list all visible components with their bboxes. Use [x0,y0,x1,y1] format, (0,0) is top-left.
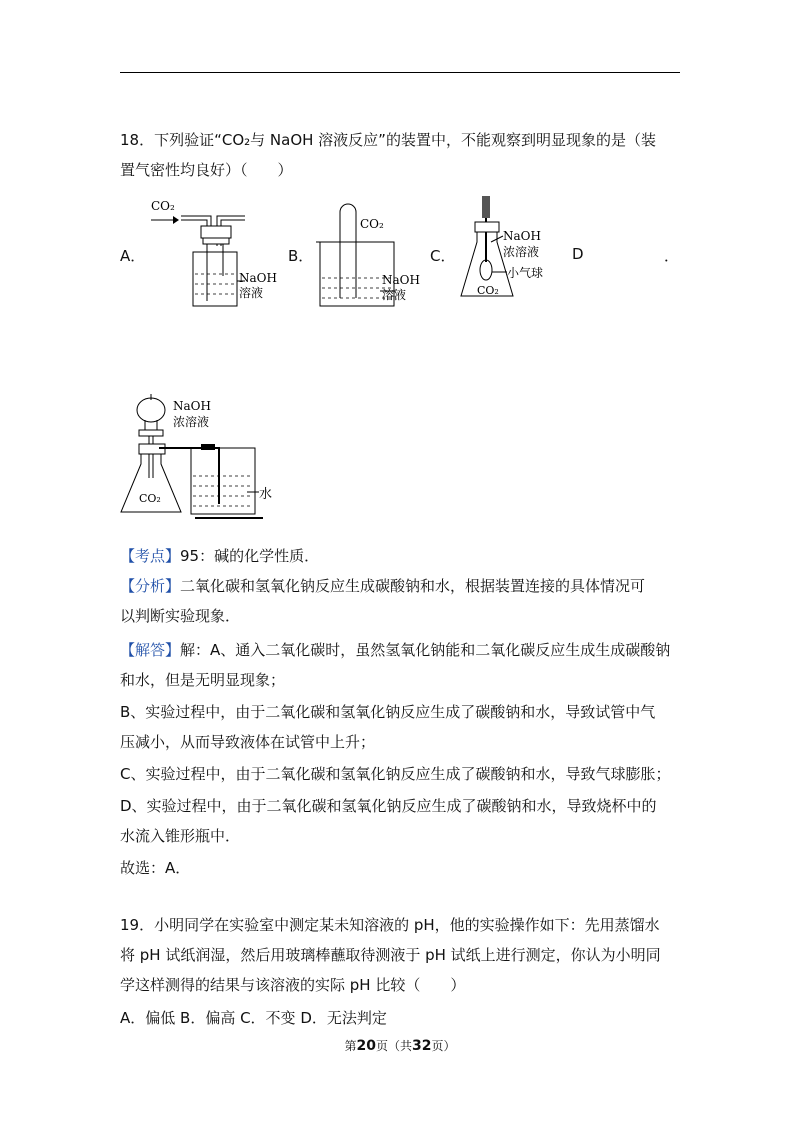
kaodian-line [120,546,690,566]
jieda-c-line1: C、实验过程中，由于二氧化碳和氢氧化钠反应生成了碳酸钠和水，导致气球膨胀； [120,765,671,783]
figure-a-gas-bottle [145,196,285,311]
fig-a-solution-label2: 溶液 [239,286,264,300]
q19-stem-line2: 将 pH 试纸润湿，然后用玻璃棒蘸取待测液于 pH 试纸上进行测定，你认为小明同 [120,946,661,964]
kaodian-text: 95：碱的化学性质． [180,547,320,565]
fig-c-balloon-label: 小气球 [507,266,544,280]
fig-a-gas-label: CO₂ [151,199,175,213]
fig-d-solution-label1: NaOH [173,399,211,413]
kaodian-tag: 【考点】 [120,547,181,565]
q18-stem-line2: 置气密性均良好）（ ） [120,161,293,179]
q19-options: A．偏低 B．偏高 C．不变 D．无法判定 [120,1009,387,1027]
option-d-dot: ． [664,247,680,265]
option-d-label: D [572,245,584,263]
page-footer [0,1037,800,1054]
jieda-b-line2: 压减小，从而导致液体在试管中上升； [120,733,376,751]
footer-suffix: 页） [431,1039,456,1053]
jieda-b-line1: B、实验过程中，由于二氧化碳和氢氧化钠反应生成了碳酸钠和水，导致试管中气 [120,703,656,721]
fig-c-solution-label2: 浓溶液 [503,245,540,259]
jieda-line2: 和水，但是无明显现象； [120,671,286,689]
fig-d-solution-label2: 浓溶液 [173,415,210,429]
fig-b-solution-label2: 溶液 [382,288,407,302]
fig-d-water-label: 水 [259,487,273,502]
fenxi-text1: 二氧化碳和氢氧化钠反应生成碳酸钠和水，根据装置连接的具体情况可 [180,577,646,595]
fig-a-solution-label1: NaOH [239,271,277,285]
jieda-line1 [120,640,690,660]
fig-c-gas-label: CO₂ [477,284,499,297]
fenxi-tag: 【分析】 [120,577,181,595]
jieda-d-line2: 水流入锥形瓶中． [120,827,241,845]
figure-d-funnel-flask-beaker [115,388,275,523]
fenxi-line1 [120,576,690,596]
footer-prefix: 第 [344,1039,357,1053]
figure-b-test-tube [310,198,430,310]
header-rule [120,72,680,73]
jieda-d-line1: D、实验过程中，由于二氧化碳和氢氧化钠反应生成了碳酸钠和水，导致烧杯中的 [120,797,657,815]
option-c-label: C． [430,247,456,265]
q19-stem-line1: 19．小明同学在实验室中测定某未知溶液的 pH，他的实验操作如下：先用蒸馏水 [120,916,660,934]
q19-stem-line3: 学这样测得的结果与该溶液的实际 pH 比较（ ） [120,976,466,994]
q18-stem-line1: 18．下列验证“CO₂与 NaOH 溶液反应”的装置中，不能观察到明显现象的是（装 [120,131,656,149]
fenxi-line2: 以判断实验现象． [120,607,241,625]
footer-page-number: 20 [356,1038,376,1054]
fig-b-gas-label: CO₂ [360,217,384,231]
fig-c-solution-label1: NaOH [503,229,541,243]
footer-middle: 页（共 [375,1039,412,1053]
option-b-label: B． [288,247,314,265]
fig-b-solution-label1: NaOH [382,273,420,287]
jieda-text1: 解：A、通入二氧化碳时，虽然氢氧化钠能和二氧化碳反应生成生成碳酸钠 [180,641,671,659]
option-a-label: A． [120,247,146,265]
fig-d-gas-label: CO₂ [139,492,161,505]
jieda-tag: 【解答】 [120,641,181,659]
answer-line: 故选：A． [120,859,191,877]
footer-total-pages: 32 [412,1038,432,1054]
figure-c-balloon-flask [455,192,565,307]
